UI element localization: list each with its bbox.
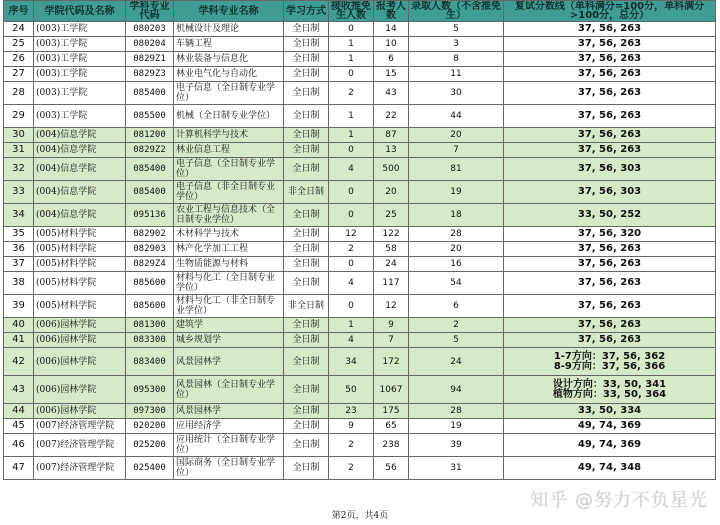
row-mode: 全日制 [284, 348, 329, 376]
row-recommended: 4 [329, 333, 374, 348]
row-no: 45 [4, 419, 34, 434]
row-no: 39 [4, 295, 34, 318]
row-mode: 全日制 [284, 158, 329, 181]
row-score: 37, 56, 263 [504, 143, 716, 158]
header-recommended: 接收推免生人数 [329, 1, 374, 22]
table-row [4, 105, 716, 128]
header-mode: 学习方式 [284, 1, 329, 22]
row-no: 36 [4, 242, 34, 257]
row-code: 025400 [126, 457, 174, 480]
row-major: 风景园林学 [174, 348, 284, 376]
row-recommended: 1 [329, 52, 374, 67]
row-code: 083400 [126, 348, 174, 376]
row-applicants: 12 [374, 295, 409, 318]
row-admitted: 19 [409, 419, 504, 434]
row-mode: 非全日制 [284, 181, 329, 204]
row-recommended: 4 [329, 272, 374, 295]
row-code: 0829Z3 [126, 67, 174, 82]
row-score: 33, 50, 252 [504, 204, 716, 227]
row-code: 082903 [126, 242, 174, 257]
row-score: 37, 56, 263 [504, 82, 716, 105]
row-applicants: 172 [374, 348, 409, 376]
row-applicants: 25 [374, 204, 409, 227]
row-recommended: 0 [329, 143, 374, 158]
row-school: (006)园林学院 [34, 318, 126, 333]
row-score: 37, 56, 263 [504, 318, 716, 333]
row-no: 30 [4, 128, 34, 143]
row-no: 27 [4, 67, 34, 82]
row-code: 080203 [126, 22, 174, 37]
row-school: (003)工学院 [34, 82, 126, 105]
row-major: 生物质能源与材料 [174, 257, 284, 272]
row-recommended: 0 [329, 204, 374, 227]
row-major: 木材科学与技术 [174, 227, 284, 242]
header-score: 复试分数线（单科满分=100分，单科满分>100分，总分） [504, 1, 716, 22]
row-score: 33, 50, 334 [504, 404, 716, 419]
row-no: 34 [4, 204, 34, 227]
row-code: 095136 [126, 204, 174, 227]
header-major: 学科专业名称 [174, 1, 284, 22]
row-score: 37, 56, 320 [504, 227, 716, 242]
row-recommended: 1 [329, 37, 374, 52]
row-code: 025200 [126, 434, 174, 457]
row-no: 29 [4, 105, 34, 128]
row-major: 林业信息工程 [174, 143, 284, 158]
row-applicants: 500 [374, 158, 409, 181]
table-row [4, 257, 716, 272]
row-code: 0829Z1 [126, 52, 174, 67]
row-no: 44 [4, 404, 34, 419]
row-applicants: 15 [374, 67, 409, 82]
table-row [4, 82, 716, 105]
row-mode: 全日制 [284, 257, 329, 272]
row-no: 41 [4, 333, 34, 348]
row-admitted: 19 [409, 181, 504, 204]
table-body [4, 22, 716, 480]
row-admitted: 28 [409, 404, 504, 419]
row-major: 应用经济学 [174, 419, 284, 434]
row-school: (006)园林学院 [34, 404, 126, 419]
row-code: 0829Z4 [126, 257, 174, 272]
row-major: 计算机科学与技术 [174, 128, 284, 143]
row-no: 26 [4, 52, 34, 67]
row-school: (005)材料学院 [34, 295, 126, 318]
row-code: 085500 [126, 105, 174, 128]
admission-table [3, 0, 716, 480]
row-score: 37, 56, 263 [504, 257, 716, 272]
watermark: 知乎 @努力不负星光 [530, 490, 708, 511]
row-major: 风景园林学 [174, 404, 284, 419]
row-mode: 全日制 [284, 419, 329, 434]
row-mode: 全日制 [284, 82, 329, 105]
row-mode: 全日制 [284, 242, 329, 257]
table-row [4, 272, 716, 295]
row-mode: 全日制 [284, 52, 329, 67]
table-row [4, 419, 716, 434]
row-no: 42 [4, 348, 34, 376]
header-applicants: 报考人数 [374, 1, 409, 22]
row-admitted: 20 [409, 242, 504, 257]
row-score: 37, 56, 263 [504, 128, 716, 143]
row-score: 1-7方向：37, 56, 362 8-9方向：37, 56, 366 [504, 348, 716, 376]
row-major: 农业工程与信息技术（全日制专业学位） [174, 204, 284, 227]
row-applicants: 238 [374, 434, 409, 457]
row-score: 37, 56, 263 [504, 295, 716, 318]
row-recommended: 4 [329, 158, 374, 181]
row-admitted: 20 [409, 128, 504, 143]
table-row [4, 158, 716, 181]
row-mode: 全日制 [284, 22, 329, 37]
table-row [4, 242, 716, 257]
row-score: 37, 56, 263 [504, 272, 716, 295]
row-admitted: 81 [409, 158, 504, 181]
row-score: 37, 56, 263 [504, 242, 716, 257]
row-recommended: 50 [329, 376, 374, 404]
row-applicants: 10 [374, 37, 409, 52]
row-no: 25 [4, 37, 34, 52]
row-score: 49, 74, 348 [504, 457, 716, 480]
row-major: 机械（全日制专业学位） [174, 105, 284, 128]
header-code: 学科专业代码 [126, 1, 174, 22]
row-school: (003)工学院 [34, 67, 126, 82]
table-row [4, 181, 716, 204]
row-code: 097300 [126, 404, 174, 419]
row-admitted: 94 [409, 376, 504, 404]
row-applicants: 175 [374, 404, 409, 419]
row-admitted: 3 [409, 37, 504, 52]
table-row [4, 333, 716, 348]
row-score: 49, 74, 369 [504, 434, 716, 457]
row-code: 085600 [126, 272, 174, 295]
row-score: 设计方向：33, 50, 341 植物方向：33, 50, 364 [504, 376, 716, 404]
row-major: 材料与化工（全日制专业学位） [174, 272, 284, 295]
row-major: 材料与化工（非全日制专业学位） [174, 295, 284, 318]
row-mode: 全日制 [284, 67, 329, 82]
row-applicants: 22 [374, 105, 409, 128]
table-header-row [4, 1, 716, 22]
row-code: 085400 [126, 82, 174, 105]
row-code: 020200 [126, 419, 174, 434]
row-mode: 全日制 [284, 204, 329, 227]
row-admitted: 28 [409, 227, 504, 242]
row-major: 城乡规划学 [174, 333, 284, 348]
row-admitted: 31 [409, 457, 504, 480]
row-applicants: 117 [374, 272, 409, 295]
row-code: 082902 [126, 227, 174, 242]
row-school: (006)园林学院 [34, 376, 126, 404]
row-major: 国际商务（全日制专业学位） [174, 457, 284, 480]
row-school: (003)工学院 [34, 105, 126, 128]
row-applicants: 58 [374, 242, 409, 257]
row-major: 林产化学加工工程 [174, 242, 284, 257]
header-no: 序号 [4, 1, 34, 22]
table-row [4, 52, 716, 67]
row-code: 0829Z2 [126, 143, 174, 158]
row-mode: 全日制 [284, 457, 329, 480]
row-no: 37 [4, 257, 34, 272]
table-row [4, 227, 716, 242]
row-no: 35 [4, 227, 34, 242]
row-recommended: 0 [329, 295, 374, 318]
row-admitted: 39 [409, 434, 504, 457]
row-recommended: 2 [329, 457, 374, 480]
row-code: 085400 [126, 158, 174, 181]
row-mode: 全日制 [284, 227, 329, 242]
row-school: (006)园林学院 [34, 348, 126, 376]
row-mode: 全日制 [284, 37, 329, 52]
header-admitted: 录取人数（不含推免生） [409, 1, 504, 22]
row-applicants: 43 [374, 82, 409, 105]
row-major: 车辆工程 [174, 37, 284, 52]
table-row [4, 457, 716, 480]
row-school: (003)工学院 [34, 22, 126, 37]
row-school: (004)信息学院 [34, 181, 126, 204]
row-school: (005)材料学院 [34, 242, 126, 257]
row-admitted: 16 [409, 257, 504, 272]
row-no: 47 [4, 457, 34, 480]
row-applicants: 24 [374, 257, 409, 272]
row-recommended: 34 [329, 348, 374, 376]
row-recommended: 23 [329, 404, 374, 419]
row-major: 电子信息（全日制专业学位） [174, 82, 284, 105]
row-school: (003)工学院 [34, 52, 126, 67]
row-school: (004)信息学院 [34, 158, 126, 181]
table-row [4, 143, 716, 158]
row-major: 应用统计（全日制专业学位） [174, 434, 284, 457]
table-row [4, 318, 716, 333]
row-applicants: 56 [374, 457, 409, 480]
row-no: 28 [4, 82, 34, 105]
row-applicants: 65 [374, 419, 409, 434]
row-school: (007)经济管理学院 [34, 419, 126, 434]
table-row [4, 204, 716, 227]
row-major: 电子信息（非全日制专业学位） [174, 181, 284, 204]
row-applicants: 14 [374, 22, 409, 37]
row-code: 085600 [126, 295, 174, 318]
row-applicants: 7 [374, 333, 409, 348]
row-recommended: 2 [329, 82, 374, 105]
row-mode: 全日制 [284, 404, 329, 419]
table-row [4, 376, 716, 404]
row-school: (004)信息学院 [34, 204, 126, 227]
row-mode: 全日制 [284, 376, 329, 404]
row-recommended: 1 [329, 128, 374, 143]
row-mode: 全日制 [284, 272, 329, 295]
row-admitted: 5 [409, 333, 504, 348]
row-major: 建筑学 [174, 318, 284, 333]
row-mode: 全日制 [284, 434, 329, 457]
header-school: 学院代码及名称 [34, 1, 126, 22]
table-row [4, 348, 716, 376]
row-recommended: 0 [329, 22, 374, 37]
row-applicants: 122 [374, 227, 409, 242]
row-recommended: 2 [329, 434, 374, 457]
row-major: 机械设计及理论 [174, 22, 284, 37]
row-admitted: 44 [409, 105, 504, 128]
row-school: (004)信息学院 [34, 143, 126, 158]
row-recommended: 2 [329, 242, 374, 257]
table-row [4, 22, 716, 37]
row-no: 33 [4, 181, 34, 204]
row-score: 37, 56, 263 [504, 105, 716, 128]
row-school: (007)经济管理学院 [34, 457, 126, 480]
row-mode: 全日制 [284, 333, 329, 348]
row-applicants: 87 [374, 128, 409, 143]
row-score: 37, 56, 263 [504, 333, 716, 348]
row-applicants: 20 [374, 181, 409, 204]
row-mode: 全日制 [284, 105, 329, 128]
row-recommended: 0 [329, 257, 374, 272]
row-admitted: 5 [409, 22, 504, 37]
row-school: (007)经济管理学院 [34, 434, 126, 457]
row-recommended: 0 [329, 181, 374, 204]
row-applicants: 6 [374, 52, 409, 67]
row-major: 电子信息（全日制专业学位） [174, 158, 284, 181]
row-score: 37, 56, 263 [504, 37, 716, 52]
row-admitted: 7 [409, 143, 504, 158]
row-recommended: 0 [329, 67, 374, 82]
row-recommended: 1 [329, 318, 374, 333]
row-major: 林业装备与信息化 [174, 52, 284, 67]
row-applicants: 13 [374, 143, 409, 158]
table-row [4, 434, 716, 457]
row-mode: 全日制 [284, 128, 329, 143]
row-score: 37, 56, 303 [504, 181, 716, 204]
row-no: 46 [4, 434, 34, 457]
row-score: 37, 56, 303 [504, 158, 716, 181]
row-code: 081200 [126, 128, 174, 143]
row-code: 085400 [126, 181, 174, 204]
table-row [4, 37, 716, 52]
row-major: 林业电气化与自动化 [174, 67, 284, 82]
table-row [4, 67, 716, 82]
row-major: 风景园林（全日制专业学位） [174, 376, 284, 404]
row-no: 38 [4, 272, 34, 295]
row-no: 32 [4, 158, 34, 181]
row-recommended: 12 [329, 227, 374, 242]
row-mode: 全日制 [284, 318, 329, 333]
row-code: 081300 [126, 318, 174, 333]
row-applicants: 9 [374, 318, 409, 333]
row-code: 095300 [126, 376, 174, 404]
row-admitted: 2 [409, 318, 504, 333]
row-recommended: 9 [329, 419, 374, 434]
row-score: 37, 56, 263 [504, 52, 716, 67]
row-recommended: 1 [329, 105, 374, 128]
row-school: (005)材料学院 [34, 272, 126, 295]
row-admitted: 54 [409, 272, 504, 295]
row-admitted: 18 [409, 204, 504, 227]
page-footer: 第2页，共4页 [331, 511, 389, 521]
row-no: 31 [4, 143, 34, 158]
row-no: 24 [4, 22, 34, 37]
admission-table-page [3, 0, 715, 480]
row-mode: 非全日制 [284, 295, 329, 318]
row-admitted: 8 [409, 52, 504, 67]
row-score: 37, 56, 263 [504, 22, 716, 37]
row-school: (005)材料学院 [34, 227, 126, 242]
row-score: 49, 74, 369 [504, 419, 716, 434]
row-applicants: 1067 [374, 376, 409, 404]
table-row [4, 128, 716, 143]
row-no: 43 [4, 376, 34, 404]
row-code: 080204 [126, 37, 174, 52]
row-no: 40 [4, 318, 34, 333]
row-admitted: 24 [409, 348, 504, 376]
row-admitted: 11 [409, 67, 504, 82]
table-row [4, 404, 716, 419]
row-school: (005)材料学院 [34, 257, 126, 272]
row-school: (003)工学院 [34, 37, 126, 52]
row-school: (004)信息学院 [34, 128, 126, 143]
table-row [4, 295, 716, 318]
row-mode: 全日制 [284, 143, 329, 158]
row-admitted: 6 [409, 295, 504, 318]
row-code: 083300 [126, 333, 174, 348]
row-school: (006)园林学院 [34, 333, 126, 348]
row-admitted: 30 [409, 82, 504, 105]
row-score: 37, 56, 263 [504, 67, 716, 82]
